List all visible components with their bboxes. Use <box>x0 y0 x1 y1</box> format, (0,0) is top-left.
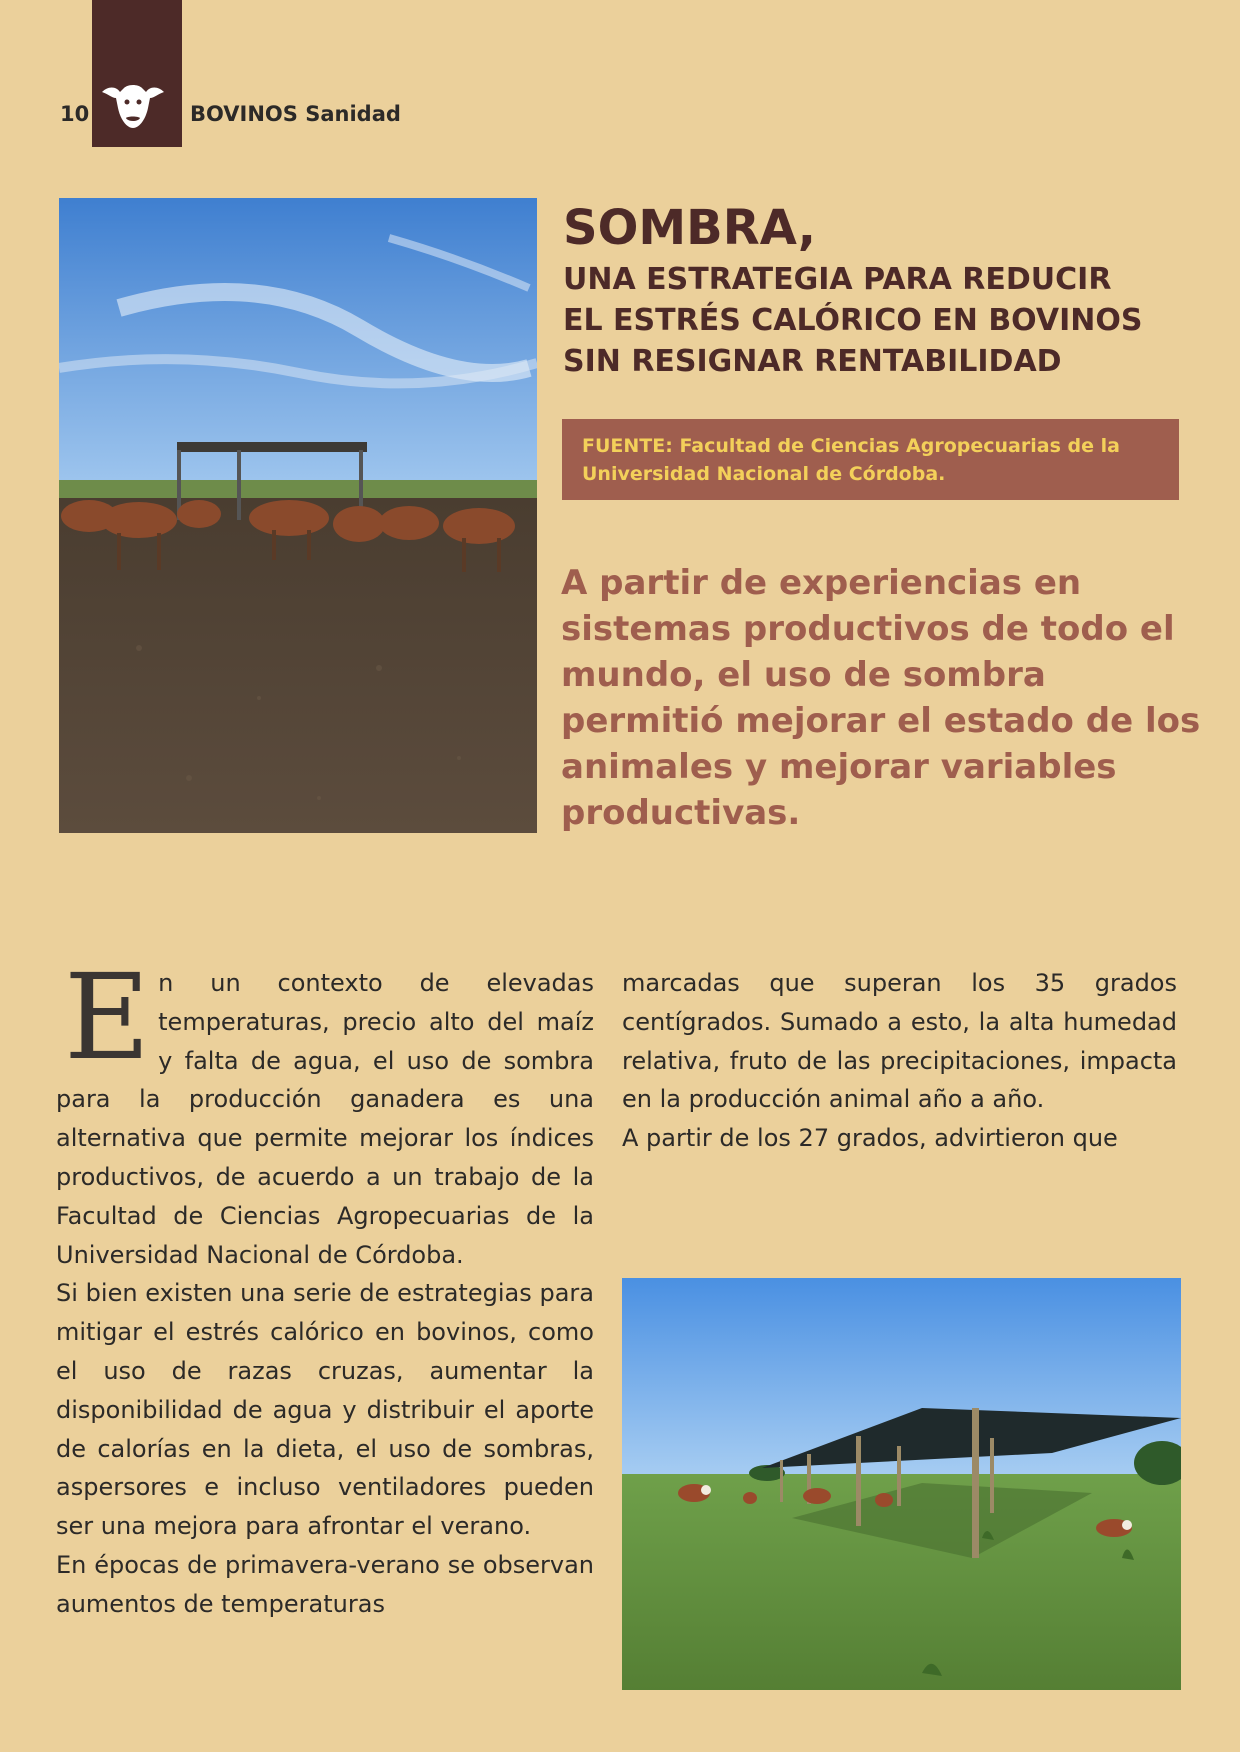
drop-cap: E <box>64 948 151 1086</box>
section-label: BOVINOS Sanidad <box>190 102 401 126</box>
body-paragraph <box>56 948 594 1274</box>
body-paragraph: A partir de los 27 grados, advirtieron que <box>622 1124 1118 1153</box>
subtitle-line: EL ESTRÉS CALÓRICO EN BOVINOS <box>563 303 1143 338</box>
lead-line: permitió mejorar el estado de los <box>561 701 1201 741</box>
body-paragraph: Si bien existen una serie de estrategias para mitigar el estrés calórico en bovinos, como el uso de razas cruzas, aumentar la disponibilidad de agua y distribuir el aporte de calorías en la dieta, el uso de sombras, aspersores e incluso ventiladores pueden ser una mejora para afrontar el verano. <box>56 1279 594 1541</box>
cow-head-icon <box>98 78 168 130</box>
source-line: Universidad Nacional de Córdoba. <box>582 463 946 485</box>
lead-line: productivas. <box>561 793 801 833</box>
lead-line: A partir de experiencias en <box>561 563 1082 603</box>
lead-line: mundo, el uso de sombra <box>561 655 1046 695</box>
article-subtitle <box>563 259 1203 382</box>
body-column-right <box>622 964 1177 1158</box>
subtitle-line: UNA ESTRATEGIA PARA REDUCIR <box>563 262 1112 297</box>
body-text: n un contexto de elevadas temperaturas, precio alto del maíz y falta de agua, el uso de sombra para la producción ganadera es una alternativa que permite mejorar los índices productivos, de acuerdo a un trabajo de la Facultad de Ciencias Agropecuarias de la Universidad Nacional de Córdoba. <box>56 969 594 1269</box>
pasture-shade-photo <box>622 1278 1181 1690</box>
lead-line: animales y mejorar variables <box>561 747 1117 787</box>
lead-line: sistemas productivos de todo el <box>561 609 1175 649</box>
subtitle-line: SIN RESIGNAR RENTABILIDAD <box>563 344 1062 379</box>
header-tab <box>92 0 182 147</box>
body-column-left <box>56 948 594 1624</box>
source-line: FUENTE: Facultad de Ciencias Agropecuarias de la <box>582 435 1120 457</box>
page-number: 10 <box>60 102 90 126</box>
lead-paragraph <box>561 560 1201 836</box>
cattle-shade-photo <box>59 198 537 833</box>
body-paragraph: marcadas que superan los 35 grados centígrados. Sumado a esto, la alta humedad relativa, fruto de las precipitaciones, impacta en la producción animal año a año. <box>622 969 1177 1114</box>
source-box <box>562 419 1179 500</box>
article-title: SOMBRA, <box>563 200 816 256</box>
body-paragraph: En épocas de primavera-verano se observan aumentos de temperaturas <box>56 1550 594 1618</box>
